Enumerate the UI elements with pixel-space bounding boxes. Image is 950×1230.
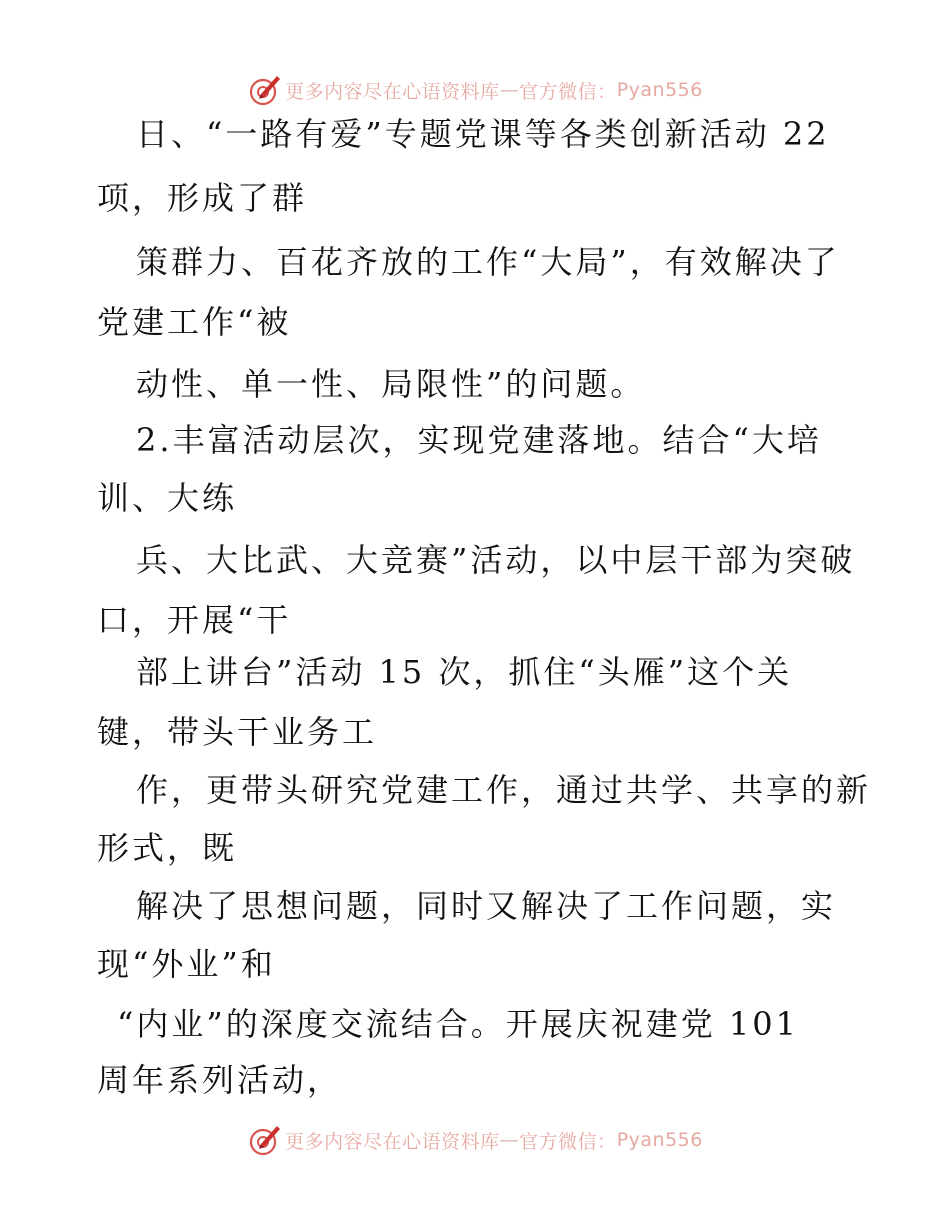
text-line: 2.丰富活动层次，实现党建落地。结合“大培: [136, 421, 822, 459]
text-line: 作，更带头研究党建工作，通过共学、共享的新: [136, 771, 872, 809]
text-line: 项，形成了群: [97, 179, 308, 217]
text-line: 周年系列活动，: [97, 1061, 343, 1099]
footer-watermark-banner: [0, 1120, 950, 1160]
header-separator: —: [499, 79, 520, 101]
text-line: 党建工作“被: [97, 303, 292, 341]
header-wechat-id: Pyan556: [616, 79, 703, 101]
text-line: 解决了思想问题，同时又解决了工作问题，实: [136, 887, 837, 925]
footer-wechat-label: 官方微信：: [519, 1130, 617, 1153]
pen-circle-logo-icon: [247, 72, 283, 108]
header-wechat-label: 官方微信：: [519, 80, 617, 103]
header-site-text: 更多内容尽在心语资料库: [285, 80, 500, 103]
footer-site-text: 更多内容尽在心语资料库: [285, 1130, 500, 1153]
text-line: 口，开展“干: [97, 601, 292, 639]
text-line: 现“外业”和: [97, 945, 276, 983]
header-watermark-banner: [0, 70, 950, 110]
text-line: 训、大练: [97, 479, 238, 517]
text-line: 形式，既: [97, 829, 238, 867]
text-line: 动性、单一性、局限性”的问题。: [136, 365, 646, 403]
text-line: 部上讲台”活动 15 次，抓住“头雁”这个关: [136, 653, 793, 691]
text-line: 键，带头干业务工: [97, 713, 378, 751]
text-line: “内业”的深度交流结合。开展庆祝建党 101: [117, 1005, 799, 1043]
text-line: 策群力、百花齐放的工作“大局”，有效解决了: [136, 243, 840, 281]
footer-separator: —: [499, 1129, 520, 1151]
text-line: 日、“一路有爱”专题党课等各类创新活动 22: [136, 115, 830, 153]
footer-wechat-id: Pyan556: [616, 1129, 703, 1151]
text-line: 兵、大比武、大竞赛”活动，以中层干部为突破: [136, 541, 856, 579]
pen-circle-logo-icon: [247, 1122, 283, 1158]
